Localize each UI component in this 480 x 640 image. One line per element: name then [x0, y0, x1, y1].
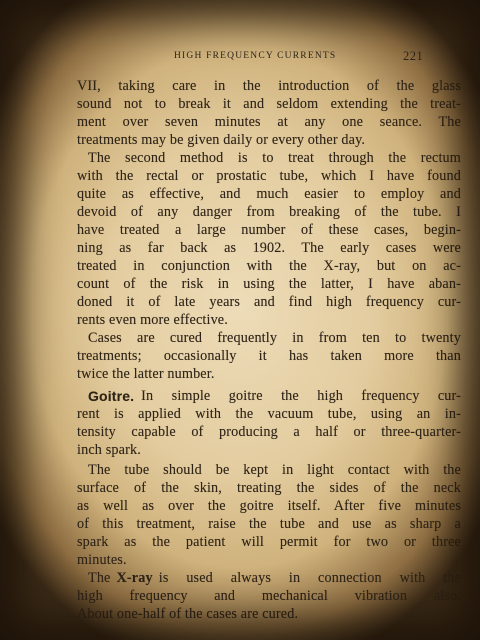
emphasis-term: X-ray: [116, 570, 153, 586]
text-line: [88, 387, 461, 405]
text-line: ning as far back as 1902. The early cases were: [77, 240, 461, 256]
text-line: high frequency and mechanical vibration also.: [77, 588, 461, 604]
text-line: sound not to break it and seldom extending the treat-: [77, 96, 461, 112]
text-line: [88, 569, 461, 587]
text-line: with the rectal or prostatic tube, which I have found: [77, 168, 461, 184]
text-line: quite as effective, and much easier to employ and: [77, 186, 461, 202]
text-line: of this treatment, raise the tube and use as sharp a: [77, 516, 461, 532]
text-line: The second method is to treat through the rectum: [88, 150, 461, 166]
text-line: devoid of any danger from breaking of the tube. I: [77, 204, 461, 220]
text-line: treatments may be given daily or every other day.: [77, 132, 366, 148]
text-line: treatments; occasionally it has taken more than: [77, 348, 461, 364]
text-line: ment over seven minutes at any one seance. The: [77, 114, 461, 130]
text-line: have treated a large number of these cases, begin-: [77, 222, 461, 238]
text-line: About one-half of the cases are cured.: [77, 606, 299, 622]
text-line: tensity capable of producing a half or three-quarter-: [77, 424, 461, 440]
text-line: surface of the skin, treating the sides of the neck: [77, 480, 461, 496]
running-head: HIGH FREQUENCY CURRENTS: [174, 51, 337, 61]
text-line: spark as the patient will permit for two or three: [77, 534, 461, 550]
text-line: as well as over the goitre itself. After five minutes: [77, 498, 461, 514]
text-line: Cases are cured frequently in from ten to twenty: [88, 330, 461, 346]
text-line: treated in conjunction with the X-ray, but on ac-: [77, 258, 461, 274]
text-run: is used always in connection with the: [158, 570, 461, 586]
text-line: rents even more effective.: [77, 312, 228, 328]
page-number: 221: [403, 49, 424, 63]
text-run: The: [88, 570, 111, 586]
text-line: count of the risk in using the latter, I have aban-: [77, 276, 461, 292]
text-line: twice the latter number.: [77, 366, 215, 382]
text-line: The tube should be kept in light contact with the: [88, 462, 461, 478]
text-line: VII, taking care in the introduction of the glass: [77, 78, 461, 94]
text-line: doned it of late years and find high frequency cur-: [77, 294, 461, 310]
section-heading: Goitre.: [88, 388, 135, 404]
text-run: In simple goitre the high frequency cur-: [141, 388, 461, 404]
text-line: inch spark.: [77, 442, 141, 458]
text-line: minutes.: [77, 552, 127, 568]
text-line: rent is applied with the vacuum tube, using an in-: [77, 406, 461, 422]
